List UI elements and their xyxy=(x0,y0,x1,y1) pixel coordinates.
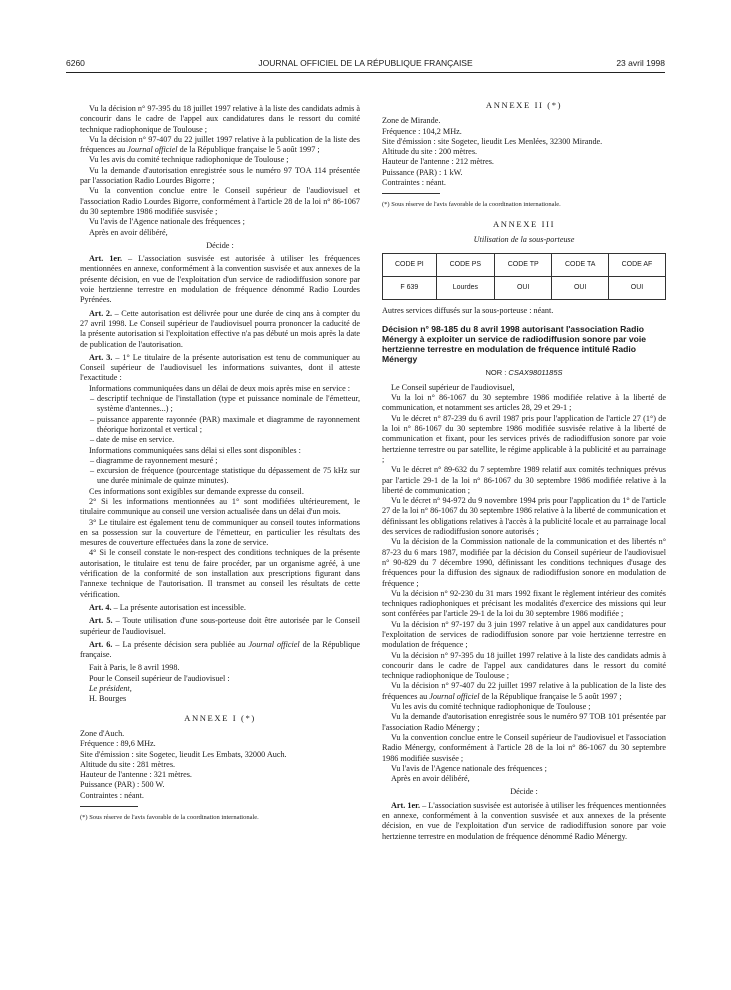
visa-paragraph: Vu la décision n° 97-395 du 18 juillet 1997 relative à la liste des candidats admis à concourir dans le cadre de l'appel aux candidatures dans le ressort du comité technique radiophonique de Toulouse ; xyxy=(80,104,360,134)
visa-paragraph: Vu la décision n° 92-230 du 31 mars 1992 fixant le règlement intérieur des comités techniques radiophoniques et précisant les modalités d'exercice des missions qui leur sont conférées par l'article 29-1 de la loi du 30 septembre 1986 modifiée ; xyxy=(382,588,666,619)
table-header-cell: CODE AF xyxy=(608,254,665,277)
signature-title: Le président, xyxy=(89,684,132,694)
annexe-2-line: Zone de Mirande. xyxy=(382,116,441,126)
list-item: – excursion de fréquence (pourcentage statistique du dépassement de 75 kHz sur une durée minimale de quinze minutes). xyxy=(90,466,360,487)
visa-paragraph: Vu le décret n° 87-239 du 6 avril 1987 pris pour l'application de l'article 27 (1°) de la loi n° 86-1067 du 30 septembre 1986 modifiée susvisée relative à la liberté de communication et fixant, pour les services privés de radiodiffusion sonore par voie hertzienne terrestre ou par satellite, le régime applicable à la publicité et au parrainage ; xyxy=(382,413,666,464)
other-services-note: Autres services diffusés sur la sous-porteuse : néant. xyxy=(382,306,554,316)
page-number: 6260 xyxy=(66,58,85,68)
annexe-1-line: Puissance (PAR) : 500 W. xyxy=(80,780,165,790)
visa-paragraph: Vu la décision n° 97-395 du 18 juillet 1997 relative à la liste des candidats admis à concourir dans le cadre de l'appel aux candidatures dans le ressort du comité technique radiophonique de Toulouse ; xyxy=(382,650,666,681)
table-header-cell: CODE PS xyxy=(436,254,494,277)
list-item: – diagramme de rayonnement mesuré ; xyxy=(90,456,360,466)
page-header xyxy=(66,58,665,72)
list-item: – date de mise en service. xyxy=(90,435,360,445)
annexe-2-line: Contraintes : néant. xyxy=(382,178,446,188)
signature-name: H. Bourges xyxy=(89,694,127,704)
visa-paragraph: Vu l'avis de l'Agence nationale des fréquences ; xyxy=(391,763,547,773)
visa-paragraph: Vu la demande d'autorisation enregistrée sous le numéro 97 TOA 114 présentée par l'association Radio Lourdes Bigorre ; xyxy=(80,165,360,186)
annexe-1-line: Altitude du site : 281 mètres. xyxy=(80,759,176,769)
conseil-line: Le Conseil supérieur de l'audiovisuel, xyxy=(391,382,515,392)
issue-date: 23 avril 1998 xyxy=(616,58,665,68)
annexe-1-line: Site d'émission : site Sogetec, lieudit Les Embats, 32000 Auch. xyxy=(80,749,287,759)
visa-paragraph: Vu les avis du comité technique radiophonique de Toulouse ; xyxy=(89,155,289,165)
visa-paragraph: Vu la demande d'autorisation enregistrée sous le numéro 97 TOB 101 présentée par l'association Radio Ménergy ; xyxy=(382,712,666,732)
annexe-2-title: ANNEXE II (*) xyxy=(485,100,563,110)
table-cell: Lourdes xyxy=(436,277,494,300)
right-column xyxy=(382,100,666,842)
table-header-cell: CODE TP xyxy=(495,254,552,277)
article-3-paragraph: 2° Si les informations mentionnées au 1° sont modifiées ultérieurement, le titulaire communique au conseil une version actualisée dans un délai d'un mois. xyxy=(80,496,360,517)
article-1: Art. 1er. – L'association susvisée est autorisée à utiliser les fréquences mentionnées en annexe, conformément à la convention susvisée et aux annexes de la présente décision, en vue de l'exploitation d'un service de radiodiffusion sonore par voie hertzienne terrestre en modulation de fréquence dénommé Radio Ménergy. xyxy=(382,800,666,841)
annexe-2-line: Fréquence : 104,2 MHz. xyxy=(382,126,462,136)
footnote-rule xyxy=(80,806,138,807)
footnote: (*) Sous réserve de l'avis favorable de la coordination internationale. xyxy=(382,201,561,209)
decision-title: Décision n° 98-185 du 8 avril 1998 autorisant l'association Radio Ménergy à exploiter un service de radiodiffusion sonore par voie hertzienne terrestre en modulation de fréquence intitulé Radio Ménergy xyxy=(382,323,647,364)
info-paragraph: Ces informations sont exigibles sur demande expresse du conseil. xyxy=(89,486,304,496)
article-3-paragraph: 3° Le titulaire est également tenu de communiquer au conseil toutes informations en sa possession sur la couverture de l'émetteur, en particulier les résultats des mesures de couverture effectuées dans la zone de service. xyxy=(80,517,360,548)
sub-carrier-table xyxy=(382,253,666,300)
visa-paragraph: Vu la décision n° 97-407 du 22 juillet 1997 relative à la publication de la liste des fréquences au Journal officiel de la République française le 5 août 1997 ; xyxy=(382,681,666,701)
list-item: – puissance apparente rayonnée (PAR) maximale et diagramme de rayonnement théorique horizontal et vertical ; xyxy=(90,415,360,436)
decide-heading: Décide : xyxy=(206,240,234,250)
signature-line: Pour le Conseil supérieur de l'audiovisuel : xyxy=(89,673,230,683)
annexe-1-line: Contraintes : néant. xyxy=(80,790,144,800)
annexe-2-line: Site d'émission : site Sogetec, lieudit Les Menlées, 32300 Mirande. xyxy=(382,136,603,146)
info-list-2 xyxy=(80,456,360,487)
info-list-1 xyxy=(80,394,360,445)
article-6: Art. 6. – La présente décision sera publiée au Journal officiel de la République française. xyxy=(80,639,360,660)
footnote: (*) Sous réserve de l'avis favorable de la coordination internationale. xyxy=(80,814,259,821)
visa-paragraph: Vu la décision n° 97-407 du 22 juillet 1997 relative à la publication de la liste des fréquences au Journal officiel de la République française le 5 août 1997 ; xyxy=(80,134,360,155)
table-header-cell: CODE PI xyxy=(383,254,437,277)
table-cell: OUI xyxy=(552,277,609,300)
table-header-row xyxy=(383,254,666,277)
list-item: – descriptif technique de l'installation (type et puissance nominale de l'émetteur, système d'antennes...) ; xyxy=(90,394,360,415)
article-1: Art. 1er. – L'association susvisée est autorisée à utiliser les fréquences mentionnées en annexe, conformément à la convention susvisée et aux annexes de la présente décision, en vue de l'exploitation d'un service de radiodiffusion sonore par voie hertzienne terrestre en modulation de fréquence dénommé Radio Lourdes Pyrénées. xyxy=(80,254,360,305)
article-2: Art. 2. – Cette autorisation est délivrée pour une durée de cinq ans à compter du 27 avril 1998. Le Conseil supérieur de l'audiovisuel pourra prononcer la caducité de la présente autorisation si l'exploitation effective n'a pas débuté un mois après la date de publication de l'autorisation. xyxy=(80,308,360,349)
visa-paragraph: Vu le décret n° 89-632 du 7 septembre 1989 relatif aux comités techniques prévus par l'article 29-1 de la loi n° 86-1067 du 30 septembre 1986 modifiée relative à la liberté de communication ; xyxy=(382,465,666,495)
left-column xyxy=(80,104,360,823)
table-row xyxy=(383,277,666,300)
signature-place-date: Fait à Paris, le 8 avril 1998. xyxy=(89,663,180,673)
annexe-2-line: Hauteur de l'antenne : 212 mètres. xyxy=(382,157,494,167)
visa-paragraph: Vu le décret n° 94-972 du 9 novembre 1994 pris pour l'application du 1° de l'article 27 de la loi n° 86-1067 du 30 septembre 1986 relative à la liberté de communication et définissant les obligations relatives à l'accès à la publicité locale et au parrainage local des services de radiodiffusion sonore autorisés ; xyxy=(382,496,666,537)
visa-paragraph: Vu la décision de la Commission nationale de la communication et des libertés n° 87-23 du 6 mars 1987, modifiée par la décision du Conseil supérieur de l'audiovisuel n° 90-829 du 7 décembre 1990, définissant les conditions techniques d'usage des fréquences pour la diffusion des signaux de radiodiffusion sonore en modulation de fréquence ; xyxy=(382,537,666,588)
article-4: Art. 4. – La présente autorisation est incessible. xyxy=(89,602,246,612)
journal-title: JOURNAL OFFICIEL DE LA RÉPUBLIQUE FRANÇAISE xyxy=(258,58,473,68)
annexe-1-line: Fréquence : 89,6 MHz. xyxy=(80,739,156,749)
table-cell: OUI xyxy=(495,277,552,300)
visa-paragraph: Vu l'avis de l'Agence nationale des fréquences ; xyxy=(89,217,245,227)
visa-paragraph: Vu la loi n° 86-1067 du 30 septembre 1986 modifiée relative à la liberté de communication, et notamment ses articles 28, 29 et 29-1 ; xyxy=(382,393,666,413)
table-header-cell: CODE TA xyxy=(552,254,609,277)
annexe-3-subtitle: Utilisation de la sous-porteuse xyxy=(473,234,575,244)
visa-paragraph: Vu la décision n° 97-197 du 3 juin 1997 relative à un appel aux candidatures pour l'exploitation de services de radiodiffusion sonore par voie hertzienne terrestre en modulation de fréquence ; xyxy=(382,619,666,650)
nor-reference: NOR : CSAX9801185S xyxy=(485,367,563,377)
visa-paragraph: Après en avoir délibéré, xyxy=(89,227,168,237)
info-paragraph: Informations communiquées dans un délai de deux mois après mise en service : xyxy=(89,383,351,393)
article-5: Art. 5. – Toute utilisation d'une sous-porteuse doit être autorisée par le Conseil supérieur de l'audiovisuel. xyxy=(80,616,360,636)
visa-paragraph: Après en avoir délibéré, xyxy=(391,774,470,784)
annexe-2-line: Puissance (PAR) : 1 kW. xyxy=(382,167,463,177)
info-paragraph: Informations communiquées sans délai si elles sont disponibles : xyxy=(89,445,301,455)
annexe-3-title: ANNEXE III xyxy=(492,218,556,229)
article-3-paragraph: 4° Si le conseil constate le non-respect des conditions techniques de la présente autorisation, le titulaire est tenu de faire procéder, par un organisme agréé, à une vérification de la conformité de son installation aux prescriptions figurant dans l'annexe technique de l'autorisation. Il transmet au conseil les résultats de cette vérification. xyxy=(80,548,360,599)
visa-paragraph: Vu les avis du comité technique radiophonique de Toulouse ; xyxy=(391,702,591,712)
visa-paragraph: Vu la convention conclue entre le Conseil supérieur de l'audiovisuel et l'association Radio Ménergy, conformément à l'article 28 de la loi n° 86-1067 du 30 septembre 1986 modifiée susvisée ; xyxy=(382,732,666,763)
header-rule xyxy=(66,72,665,73)
visa-paragraph: Vu la convention conclue entre le Conseil supérieur de l'audiovisuel et l'association Radio Lourdes Bigorre, conformément à l'article 28 de la loi n° 86-1067 du 30 septembre 1986 modifiée susvisée ; xyxy=(80,186,360,216)
annexe-1-line: Hauteur de l'antenne : 321 mètres. xyxy=(80,770,192,780)
table-cell: OUI xyxy=(608,277,665,300)
annexe-2-line: Altitude du site : 200 mètres. xyxy=(382,147,478,157)
annexe-1-title: ANNEXE I (*) xyxy=(184,712,256,723)
decide-heading: Décide : xyxy=(510,787,538,797)
annexe-1-line: Zone d'Auch. xyxy=(80,728,125,738)
article-3: Art. 3. – 1° Le titulaire de la présente autorisation est tenu de communiquer au Conseil supérieur de l'audiovisuel les informations suivantes, dont il atteste l'exactitude : xyxy=(80,352,361,383)
table-cell: F 639 xyxy=(383,277,437,300)
footnote-rule xyxy=(382,193,440,194)
